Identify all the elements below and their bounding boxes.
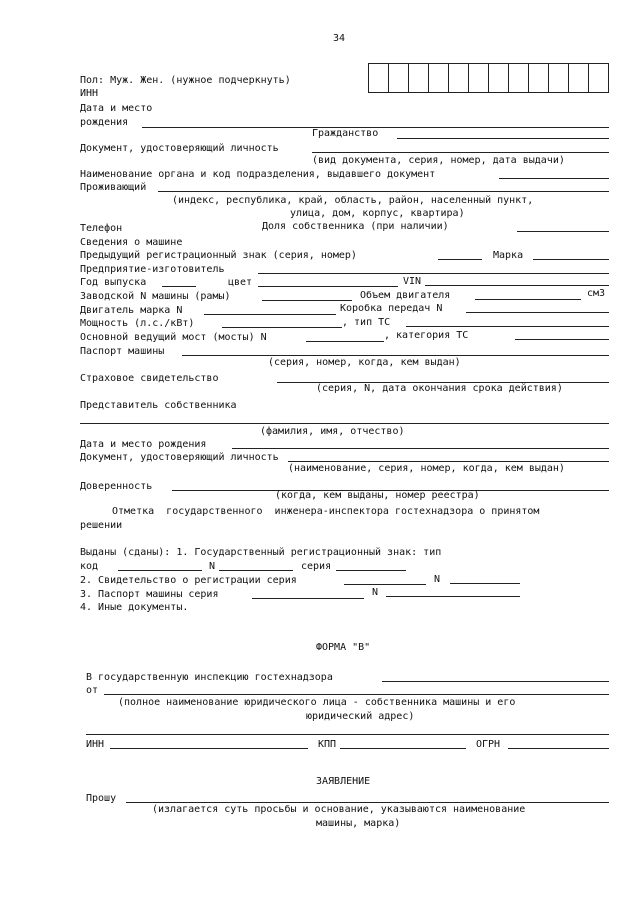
series-label: серия xyxy=(301,561,332,572)
entity-hint-1: (полное наименование юридического лица - собственника машины и его xyxy=(118,697,516,708)
rep-identity-label: Документ, удостоверяющий личность xyxy=(80,452,279,463)
passport-field[interactable] xyxy=(182,355,609,356)
birth-label-1: Дата и место xyxy=(80,103,153,114)
manufacturer-label: Предприятие-изготовитель xyxy=(80,264,225,275)
prev-plate-field[interactable] xyxy=(438,259,482,260)
identity-doc-hint: (вид документа, серия, номер, дата выдачи) xyxy=(312,155,565,166)
color-label: цвет xyxy=(228,277,253,288)
form-b-inn-field[interactable] xyxy=(110,748,308,749)
from-label: от xyxy=(86,685,99,696)
color-field[interactable] xyxy=(258,286,398,287)
vehicle-type-label: , тип ТС xyxy=(342,317,391,328)
inspector-mark-2: решении xyxy=(80,520,123,531)
request-hint-1: (излагается суть просьбы и основание, указываются наименование xyxy=(152,804,526,815)
cert-series-field[interactable] xyxy=(344,584,426,585)
representative-field[interactable] xyxy=(80,423,609,424)
statement-title: ЗАЯВЛЕНИЕ xyxy=(316,776,371,787)
factory-no-field[interactable] xyxy=(262,300,352,301)
year-field[interactable] xyxy=(162,286,196,287)
citizenship-label: Гражданство xyxy=(312,128,379,139)
ownership-share-field[interactable] xyxy=(517,231,609,232)
code-field[interactable] xyxy=(118,570,202,571)
machine-passport-label: 3. Паспорт машины серия xyxy=(80,589,219,600)
machine-passport-series-field[interactable] xyxy=(252,598,364,599)
form-b-title: ФОРМА "В" xyxy=(316,642,371,653)
issuer-label: Наименование органа и код подразделения, выдавшего документ xyxy=(80,169,436,180)
drive-axle-label: Основной ведущий мост (мосты) N xyxy=(80,332,267,343)
other-docs-label: 4. Иные документы. xyxy=(80,602,189,613)
cm3-unit: см3 xyxy=(587,288,606,299)
cert-n-label: N xyxy=(434,574,441,585)
rep-birth-label: Дата и место рождения xyxy=(80,439,207,450)
brand-label: Марка xyxy=(493,250,524,261)
request-label: Прошу xyxy=(86,793,117,804)
machine-info-label: Сведения о машине xyxy=(80,237,183,248)
vehicle-type-field[interactable] xyxy=(406,326,609,327)
passport-hint: (серия, номер, когда, кем выдан) xyxy=(268,357,461,368)
page-number: 34 xyxy=(333,33,346,44)
year-label: Год выпуска xyxy=(80,277,147,288)
identity-doc-field[interactable] xyxy=(312,152,609,153)
kpp-label: КПП xyxy=(318,739,337,750)
birth-label-2: рождения xyxy=(80,117,129,128)
insurance-label: Страховое свидетельство xyxy=(80,373,219,384)
address-hint-1: (индекс, республика, край, область, район, населенный пункт, xyxy=(172,195,534,206)
ogrn-field[interactable] xyxy=(508,748,609,749)
address-hint-2: улица, дом, корпус, квартира) xyxy=(290,208,465,219)
representative-label: Представитель собственника xyxy=(80,400,237,411)
cert-label: 2. Свидетельство о регистрации серия xyxy=(80,575,297,586)
identity-doc-label: Документ, удостоверяющий личность xyxy=(80,143,279,154)
residing-field[interactable] xyxy=(158,191,609,192)
engine-brand-field[interactable] xyxy=(204,314,336,315)
phone-label: Телефон xyxy=(80,223,123,234)
kpp-field[interactable] xyxy=(340,748,466,749)
vin-label: VIN xyxy=(403,276,422,287)
factory-no-label: Заводской N машины (рамы) xyxy=(80,291,231,302)
category-label: , категория ТС xyxy=(384,330,469,341)
rep-identity-hint: (наименование, серия, номер, когда, кем выдан) xyxy=(288,463,565,474)
residing-label: Проживающий xyxy=(80,182,147,193)
rep-birth-field[interactable] xyxy=(232,448,609,449)
to-inspection-label: В государственную инспекцию гостехнадзора xyxy=(86,672,333,683)
request-hint-2: машины, марка) xyxy=(316,818,401,829)
engine-volume-label: Объем двигателя xyxy=(360,290,451,301)
code-n-field[interactable] xyxy=(219,570,293,571)
prev-plate-label: Предыдущий регистрационный знак (серия, номер) xyxy=(80,250,357,261)
sex-label: Пол: Муж. Жен. (нужное подчеркнуть) xyxy=(80,75,291,86)
poa-label: Доверенность xyxy=(80,481,153,492)
passport-label: Паспорт машины xyxy=(80,346,165,357)
inn-digit-grid[interactable] xyxy=(368,63,609,93)
series-field[interactable] xyxy=(336,570,406,571)
gearbox-field[interactable] xyxy=(466,312,609,313)
insurance-hint: (серия, N, дата окончания срока действия) xyxy=(316,383,563,394)
entity-address-field[interactable] xyxy=(86,734,609,735)
vin-field[interactable] xyxy=(425,285,609,286)
rep-identity-field[interactable] xyxy=(288,461,609,462)
request-field[interactable] xyxy=(126,802,609,803)
citizenship-field[interactable] xyxy=(397,138,609,139)
category-field[interactable] xyxy=(515,339,609,340)
inn-label: ИНН xyxy=(80,88,99,99)
ogrn-label: ОГРН xyxy=(476,739,501,750)
from-field[interactable] xyxy=(104,694,609,695)
gearbox-label: Коробка передач N xyxy=(340,303,443,314)
cert-n-field[interactable] xyxy=(450,583,520,584)
drive-axle-field[interactable] xyxy=(306,341,384,342)
code-n-label: N xyxy=(209,561,216,572)
machine-passport-n-field[interactable] xyxy=(386,596,520,597)
entity-hint-2: юридический адрес) xyxy=(306,711,415,722)
engine-volume-field[interactable] xyxy=(475,299,581,300)
form-b-inn-label: ИНН xyxy=(86,739,105,750)
issuer-field[interactable] xyxy=(499,178,609,179)
manufacturer-field[interactable] xyxy=(258,273,609,274)
issued-label: Выданы (сданы): 1. Государственный регистрационный знак: тип xyxy=(80,547,442,558)
ownership-share-label: Доля собственника (при наличии) xyxy=(262,221,449,232)
brand-field[interactable] xyxy=(533,259,609,260)
machine-passport-n-label: N xyxy=(372,587,379,598)
power-label: Мощность (л.с./кВт) xyxy=(80,318,195,329)
to-inspection-field[interactable] xyxy=(382,681,609,682)
engine-brand-label: Двигатель марка N xyxy=(80,305,183,316)
inspector-mark-1: Отметка государственного инженера-инспектора гостехнадзора о принятом xyxy=(112,506,540,517)
poa-hint: (когда, кем выданы, номер реестра) xyxy=(275,490,480,501)
code-label: код xyxy=(80,561,99,572)
name-hint: (фамилия, имя, отчество) xyxy=(260,426,405,437)
power-field[interactable] xyxy=(222,327,342,328)
